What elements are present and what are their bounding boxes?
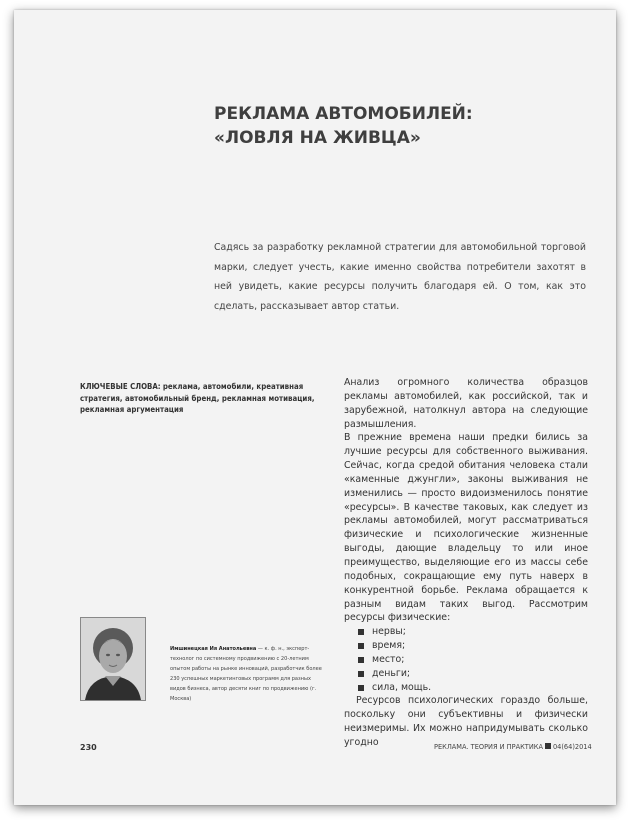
resource-list (344, 625, 588, 694)
author-name: Имшинецкая Ия Анатольевна (170, 646, 257, 652)
article-title (214, 102, 604, 150)
list-item: время; (358, 639, 588, 653)
magazine-page (14, 10, 616, 805)
journal-name: РЕКЛАМА. ТЕОРИЯ И ПРАКТИКА (434, 743, 543, 751)
bullet-square-icon (358, 643, 364, 649)
article-body (344, 376, 588, 750)
title-line-1: РЕКЛАМА АВТОМОБИЛЕЙ: (214, 104, 473, 124)
body-paragraph-2: В прежние времена наши предки бились за лучшие ресурсы для собственного выживания. Сейчас, когда средой обитания человека стали «каменные джунгли», законы выживания не изменились — просто видоизменилось понятие «ресурсы». В качестве таковых, как следует из рекламы автомобилей, могут рассматриваться физические и психологические жизненные выгоды, дающие владельцу то или иное преимущество, выделяющие его из массы себе подобных, сокращающие ему путь наверх в конкурентной борьбе. Реклама обращается к разным видам таких выгод. Рассмотрим ресурсы физические: (344, 432, 588, 624)
bullet-square-icon (358, 685, 364, 691)
keywords-label: КЛЮЧЕВЫЕ СЛОВА: (80, 382, 161, 391)
keywords-values: реклама, автомобили, креативная стратегия, автомобильный бренд, рекламная мотивация, рекламная аргументация (80, 382, 315, 414)
article-lead: Садясь за разработку рекламной стратегии для автомобильной торговой марки, следует учесть, какие именно свойства потребители захотят в ней увидеть, какие ресурсы получить благодаря ей. О том, как это сделать, рассказывает автор статьи. (214, 242, 586, 312)
author-bio: — к. ф. н., эксперт-технолог по системному продвижению с 20-летним опытом работы на рынке инноваций, разработчик более 230 успешных маркетинговых программ для разных видов бизнеса, автор десяти книг по продвижению (г. Москва) (170, 646, 322, 702)
body-paragraph-1: Анализ огромного количества образцов рекламы автомобилей, как российской, так и зарубежной, натолкнул автора на следующие размышления. (344, 377, 588, 430)
title-line-2: «ЛОВЛЯ НА ЖИВЦА» (214, 128, 421, 148)
separator-square-icon (545, 743, 551, 749)
page-number: 230 (80, 743, 97, 752)
keywords-block (80, 381, 320, 416)
bullet-square-icon (358, 629, 364, 635)
bullet-square-icon (358, 657, 364, 663)
list-item: место; (358, 653, 588, 667)
running-footer (434, 743, 592, 751)
issue-number: 04(64)2014 (552, 743, 592, 751)
author-info (170, 644, 326, 704)
list-item: сила, мощь. (358, 681, 588, 695)
list-item: нервы; (358, 625, 588, 639)
body-paragraph-3: Ресурсов психологических гораздо больше, поскольку они субъективны и физически неизмеримы. Их можно напридумывать сколько угодно (344, 695, 588, 748)
bullet-square-icon (358, 671, 364, 677)
list-item: деньги; (358, 667, 588, 681)
author-photo (80, 617, 146, 701)
